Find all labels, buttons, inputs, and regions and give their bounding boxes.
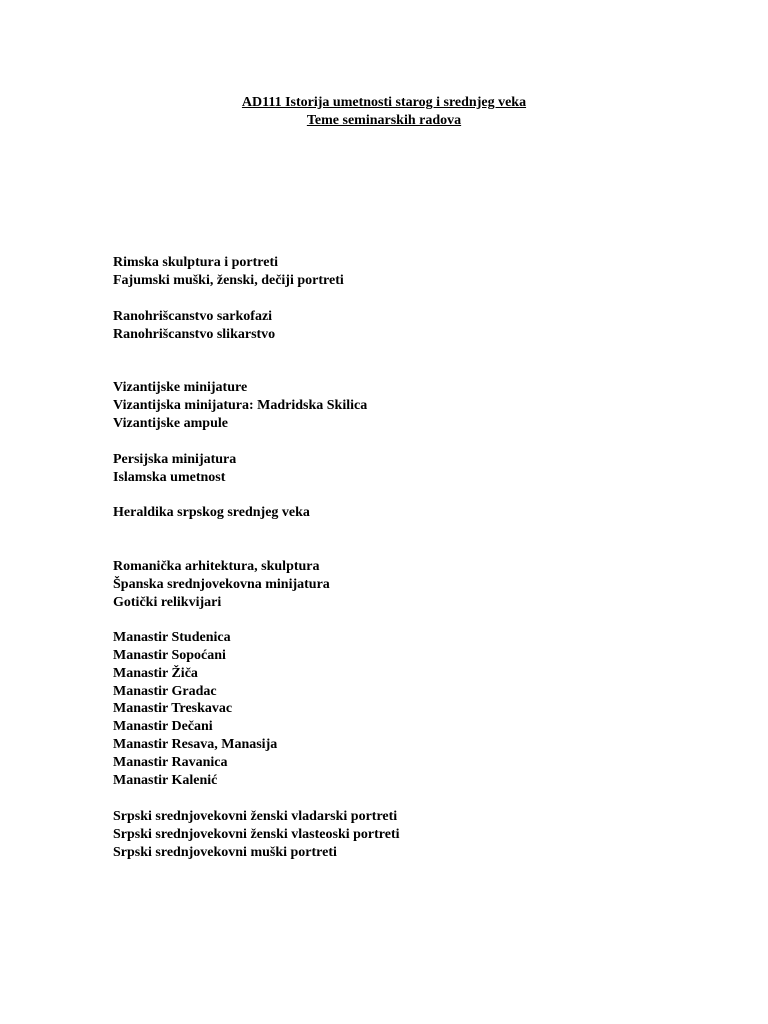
document-title: AD111 Istorija umetnosti starog i srednjeg veka <box>241 95 527 110</box>
topic-item: Islamska umetnost <box>113 470 226 485</box>
topic-item: Persijska minijatura <box>113 452 237 467</box>
topic-item: Manastir Dečani <box>113 719 213 734</box>
topic-item: Manastir Ravanica <box>113 755 228 770</box>
topic-item: Ranohrišcanstvo sarkofazi <box>113 309 273 324</box>
topic-item: Rimska skulptura i portreti <box>113 255 279 270</box>
topic-item: Srpski srednjovekovni muški portreti <box>113 845 337 860</box>
topic-item: Vizantijske minijature <box>113 380 248 395</box>
topic-item: Manastir Resava, Manasija <box>113 737 278 752</box>
topic-item: Manastir Sopoćani <box>113 648 226 663</box>
topic-item: Ranohrišcanstvo slikarstvo <box>113 327 276 342</box>
topic-item: Manastir Žiča <box>113 666 198 681</box>
topic-item: Gotički relikvijari <box>113 595 222 610</box>
topic-item: Srpski srednjovekovni ženski vlasteoski portreti <box>113 827 400 842</box>
topic-item: Romanička arhitektura, skulptura <box>113 559 320 574</box>
topic-item: Heraldika srpskog srednjeg veka <box>113 505 310 520</box>
topic-item: Manastir Gradac <box>113 684 217 699</box>
topic-item: Manastir Treskavac <box>113 701 233 716</box>
topic-item: Vizantijska minijatura: Madridska Skilica <box>113 398 368 413</box>
topic-item: Manastir Studenica <box>113 630 231 645</box>
topic-item: Manastir Kalenić <box>113 773 218 788</box>
topic-item: Fajumski muški, ženski, dečiji portreti <box>113 273 344 288</box>
topic-item: Španska srednjovekovna minijatura <box>113 577 330 592</box>
topic-item: Srpski srednjovekovni ženski vladarski portreti <box>113 809 398 824</box>
document-subtitle: Teme seminarskih radova <box>306 113 462 128</box>
topic-item: Vizantijske ampule <box>113 416 228 431</box>
